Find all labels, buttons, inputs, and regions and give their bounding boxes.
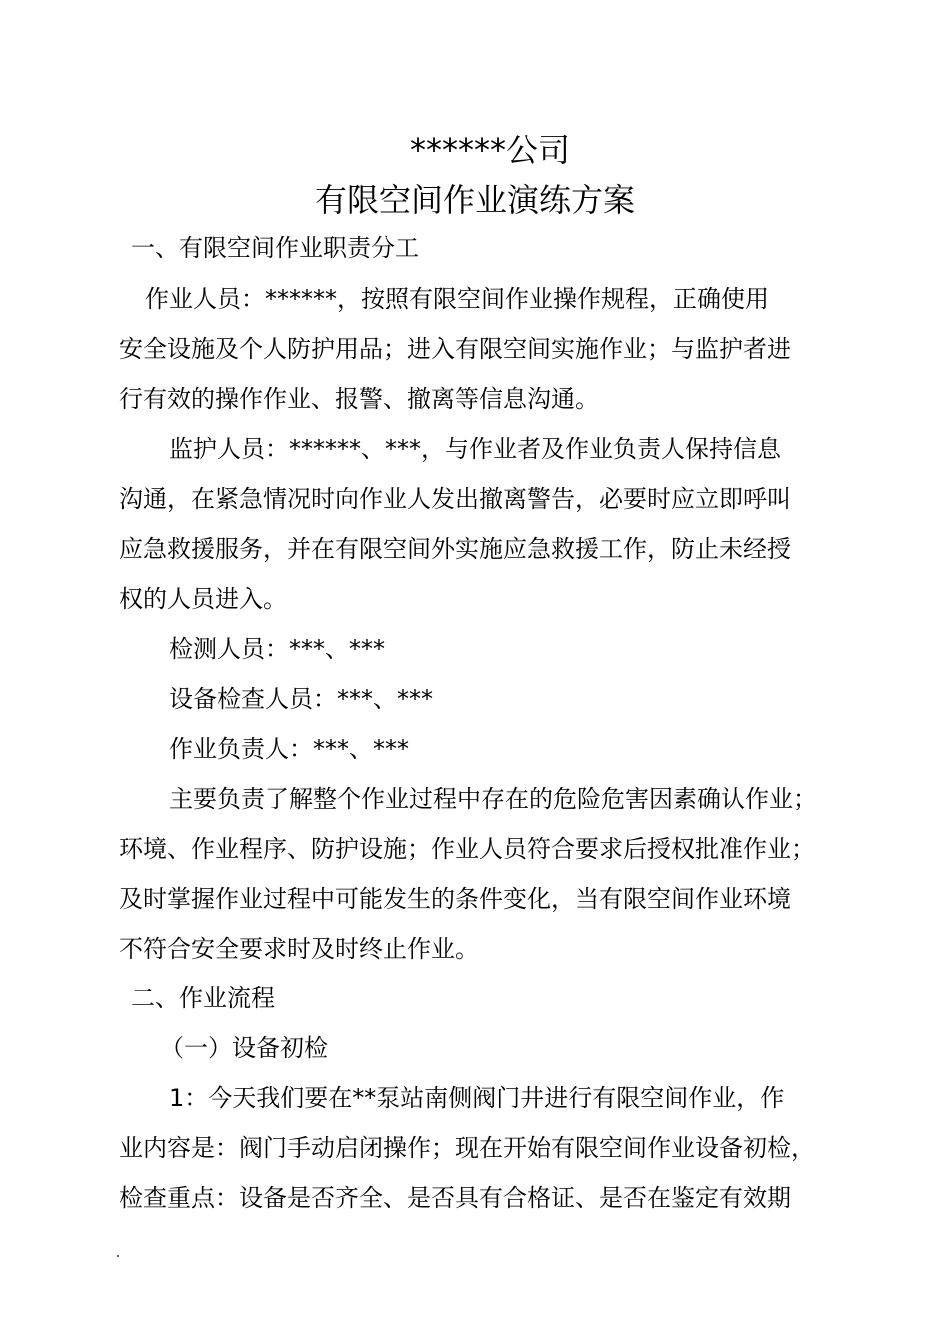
paragraph-line: 主要负责了解整个作业过程中存在的危险危害因素确认作业； bbox=[169, 785, 817, 813]
section-heading-1: 一、有限空间作业职责分工 bbox=[131, 234, 419, 262]
paragraph-line: 设备检查人员：***、*** bbox=[169, 685, 433, 713]
paragraph-line: 不符合安全要求时及时终止作业。 bbox=[119, 935, 479, 963]
paragraph-line: 及时掌握作业过程中可能发生的条件变化，当有限空间作业环境 bbox=[119, 885, 791, 913]
paragraph-line: 应急救援服务，并在有限空间外实施应急救援工作，防止未经授 bbox=[119, 535, 791, 563]
section-heading-2: 二、作业流程 bbox=[131, 984, 275, 1012]
subsection-heading: （一）设备初检 bbox=[160, 1034, 328, 1062]
paragraph-line: 检查重点：设备是否齐全、是否具有合格证、是否在鉴定有效期 bbox=[119, 1184, 791, 1212]
paragraph-line: 业内容是：阀门手动启闭操作；现在开始有限空间作业设备初检， bbox=[119, 1134, 815, 1162]
paragraph-line: 安全设施及个人防护用品；进入有限空间实施作业；与监护者进 bbox=[119, 335, 791, 363]
paragraph-line: 行有效的操作作业、报警、撤离等信息沟通。 bbox=[119, 385, 599, 413]
document-title: 有限空间作业演练方案 bbox=[314, 181, 635, 219]
paragraph-line: 监护人员：******、***，与作业者及作业负责人保持信息 bbox=[169, 435, 781, 463]
paragraph-line: 权的人员进入。 bbox=[119, 585, 287, 613]
paragraph-line: 作业人员：******，按照有限空间作业操作规程，正确使用 bbox=[145, 285, 769, 313]
paragraph-line: 沟通，在紧急情况时向作业人发出撤离警告，必要时应立即呼叫 bbox=[119, 485, 791, 513]
paragraph-line: 检测人员：***、*** bbox=[169, 635, 385, 663]
company-title: ******公司 bbox=[409, 131, 570, 169]
paragraph-line: 作业负责人：***、*** bbox=[169, 735, 409, 763]
paragraph-line: 环境、作业程序、防护设施；作业人员符合要求后授权批准作业； bbox=[119, 835, 815, 863]
paragraph-line: 1：今天我们要在**泵站南侧阀门井进行有限空间作业，作 bbox=[169, 1084, 785, 1112]
page-dot-mark bbox=[117, 1255, 119, 1257]
